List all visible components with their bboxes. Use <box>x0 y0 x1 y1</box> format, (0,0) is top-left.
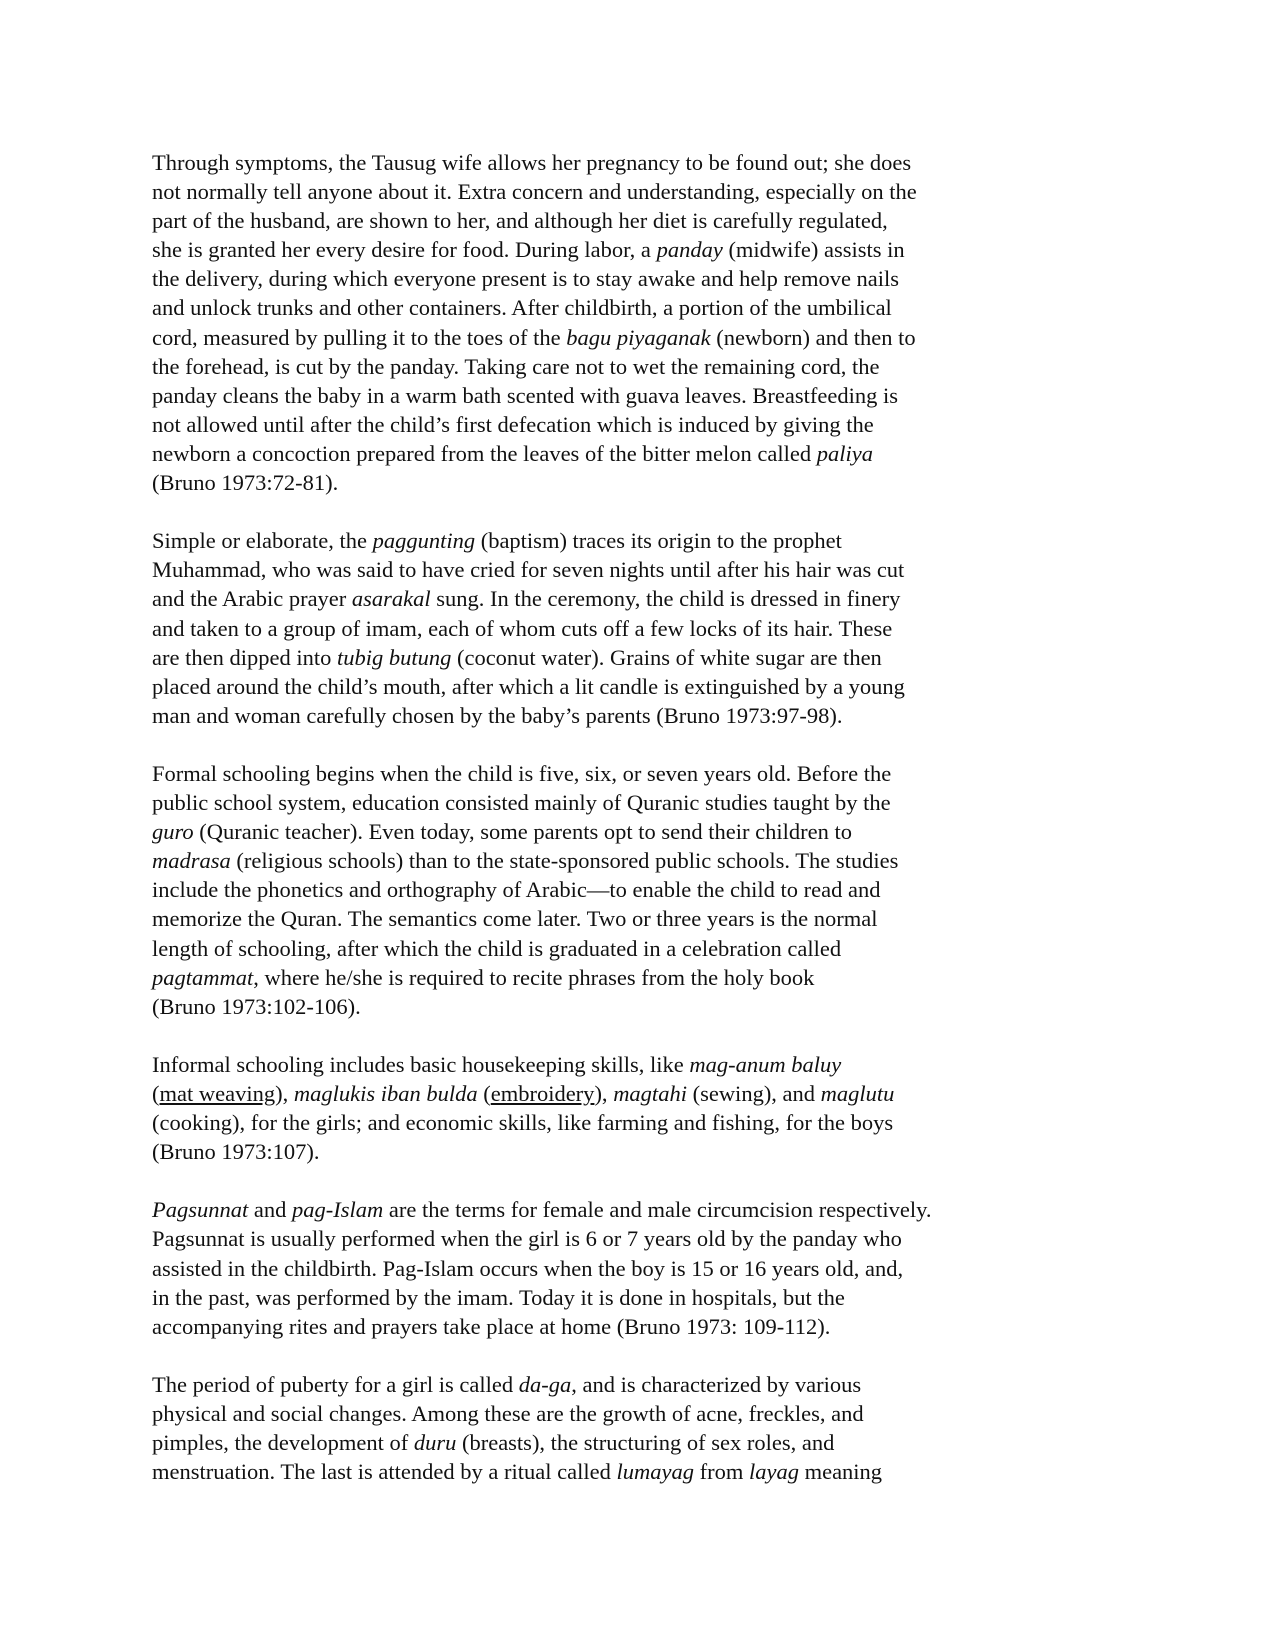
italic-term: Pagsunnat <box>152 1197 249 1223</box>
text-segment: and the Arabic prayer <box>152 586 352 612</box>
paragraph-formal-schooling <box>152 759 1032 1021</box>
text-segment: she is granted her every desire for food. During labor, a <box>152 237 657 263</box>
text-line <box>152 817 1032 846</box>
text-segment: assisted in the childbirth. Pag-Islam occurs when the boy is 15 or 16 years old, and, <box>152 1255 904 1281</box>
italic-term: bagu piyaganak <box>566 324 711 350</box>
text-segment: (sewing), and <box>686 1081 821 1106</box>
italic-term: tubig butung <box>336 644 452 670</box>
italic-term: asarakal <box>351 586 431 612</box>
text-segment: placed around the child’s mouth, after which a lit candle is extinguished by a young <box>152 673 905 699</box>
paragraph-puberty <box>152 1370 1032 1486</box>
text-segment: Informal schooling includes basic housekeeping skills, like <box>152 1051 690 1077</box>
text-segment: are the terms for female and male circumcision respectively. <box>383 1197 932 1223</box>
text-segment: not allowed until after the child’s first defecation which is induced by giving the <box>152 411 874 437</box>
text-line <box>152 293 1032 322</box>
text-segment: Pagsunnat is usually performed when the girl is 6 or 7 years old by the panday who <box>152 1226 902 1252</box>
italic-term: da-ga <box>518 1371 572 1397</box>
text-line <box>152 1399 1032 1428</box>
text-line <box>152 439 1032 468</box>
text-segment: part of the husband, are shown to her, and although her diet is carefully regulated, <box>152 208 888 234</box>
text-segment: (Bruno 1973:107). <box>152 1139 320 1165</box>
text-segment: ( <box>152 1081 160 1106</box>
text-segment: pimples, the development of <box>152 1430 414 1456</box>
italic-term: pag-Islam <box>292 1197 384 1223</box>
text-segment: (religious schools) than to the state-sponsored public schools. The studies <box>230 848 899 874</box>
paragraph-baptism <box>152 526 1032 730</box>
italic-term: pagtammat <box>152 964 254 990</box>
text-segment: the delivery, during which everyone present is to stay awake and help remove nails <box>152 266 900 292</box>
text-segment: ), <box>594 1081 614 1106</box>
text-line <box>152 410 1032 439</box>
document-body <box>152 148 1032 1486</box>
text-line <box>152 1312 1032 1341</box>
text-line <box>152 759 1032 788</box>
italic-term: madrasa <box>152 848 231 874</box>
text-line <box>152 1428 1032 1457</box>
text-segment: physical and social changes. Among these are the growth of acne, freckles, and <box>152 1401 864 1427</box>
text-line <box>152 526 1032 555</box>
text-segment: (midwife) assists in <box>722 237 905 263</box>
text-line <box>152 381 1032 410</box>
text-segment: (coconut water). Grains of white sugar are then <box>451 644 882 670</box>
text-segment: memorize the Quran. The semantics come later. Two or three years is the normal <box>152 906 878 932</box>
text-segment: from <box>693 1459 749 1485</box>
text-segment: Muhammad, who was said to have cried for seven nights until after his hair was cut <box>152 557 905 583</box>
text-segment: are then dipped into <box>152 644 337 670</box>
text-segment: public school system, education consisted mainly of Quranic studies taught by the <box>152 790 891 816</box>
text-segment: , where he/she is required to recite phrases from the holy book <box>253 964 815 990</box>
text-segment: man and woman carefully chosen by the baby’s parents (Bruno 1973:97-98). <box>152 702 843 728</box>
text-segment: (breasts), the structuring of sex roles, and <box>456 1430 835 1456</box>
text-line <box>152 614 1032 643</box>
text-line <box>152 206 1032 235</box>
text-line <box>152 1137 1032 1166</box>
text-line <box>152 963 1032 992</box>
text-segment: menstruation. The last is attended by a ritual called <box>152 1459 617 1485</box>
text-segment: cord, measured by pulling it to the toes of the <box>152 324 567 350</box>
text-line <box>152 352 1032 381</box>
text-segment: and unlock trunks and other containers. After childbirth, a portion of the umbilical <box>152 295 892 321</box>
text-segment: sung. In the ceremony, the child is dressed in finery <box>430 586 901 612</box>
text-line <box>152 992 1032 1021</box>
text-line <box>152 177 1032 206</box>
text-segment: Simple or elaborate, the <box>152 528 373 554</box>
text-line <box>152 672 1032 701</box>
text-line <box>152 846 1032 875</box>
paragraph-pregnancy <box>152 148 1032 497</box>
text-line <box>152 264 1032 293</box>
text-segment: ), <box>275 1081 294 1106</box>
text-segment: newborn a concoction prepared from the leaves of the bitter melon called <box>152 440 817 466</box>
text-line <box>152 235 1032 264</box>
text-segment: The period of puberty for a girl is called <box>152 1371 519 1397</box>
italic-term: mag-anum baluy <box>689 1051 842 1077</box>
text-line <box>152 1079 1032 1108</box>
text-line <box>152 1195 1032 1224</box>
text-line <box>152 1283 1032 1312</box>
text-line <box>152 1370 1032 1399</box>
text-segment: (Bruno 1973:72-81). <box>152 470 339 496</box>
text-line <box>152 1108 1032 1137</box>
text-segment: panday cleans the baby in a warm bath scented with guava leaves. Breastfeeding is <box>152 382 898 408</box>
paragraph-informal-schooling <box>152 1050 1032 1166</box>
text-segment: Formal schooling begins when the child is five, six, or seven years old. Before the <box>152 760 892 786</box>
text-line <box>152 1224 1032 1253</box>
italic-term: panday <box>656 237 723 263</box>
text-segment: (newborn) and then to <box>710 324 916 350</box>
italic-term: paliya <box>816 440 873 466</box>
text-segment: (Quranic teacher). Even today, some parents opt to send their children to <box>193 819 852 845</box>
text-line <box>152 555 1032 584</box>
italic-term: duru <box>413 1430 457 1456</box>
text-segment: and <box>248 1197 293 1223</box>
text-segment: not normally tell anyone about it. Extra concern and understanding, especially on the <box>152 179 917 205</box>
italic-term: guro <box>152 819 194 845</box>
italic-term: magtahi <box>613 1081 687 1106</box>
paragraph-circumcision <box>152 1195 1032 1340</box>
text-segment: ( <box>477 1081 491 1106</box>
text-line <box>152 584 1032 613</box>
italic-term: maglukis iban bulda <box>293 1081 478 1106</box>
italic-term: lumayag <box>616 1459 694 1485</box>
text-line <box>152 1457 1032 1486</box>
text-segment: meaning <box>798 1459 883 1485</box>
text-line <box>152 904 1032 933</box>
text-segment: (baptism) traces its origin to the prophet <box>475 528 842 554</box>
text-segment: (Bruno 1973:102-106). <box>152 993 361 1019</box>
italic-term: layag <box>748 1459 799 1485</box>
text-line <box>152 934 1032 963</box>
underlined-text: mat weaving <box>159 1081 276 1106</box>
text-segment: accompanying rites and prayers take place at home (Bruno 1973: 109-112). <box>152 1313 831 1339</box>
italic-term: maglutu <box>820 1081 895 1106</box>
text-line <box>152 875 1032 904</box>
text-line <box>152 1050 1032 1079</box>
text-segment: length of schooling, after which the child is graduated in a celebration called <box>152 935 842 961</box>
text-line <box>152 1254 1032 1283</box>
text-line <box>152 643 1032 672</box>
text-segment: , and is characterized by various <box>571 1371 862 1397</box>
text-line <box>152 323 1032 352</box>
text-segment: in the past, was performed by the imam. Today it is done in hospitals, but the <box>152 1284 845 1310</box>
text-segment: (cooking), for the girls; and economic skills, like farming and fishing, for the boys <box>152 1110 894 1136</box>
italic-term: paggunting <box>372 528 476 554</box>
text-segment: Through symptoms, the Tausug wife allows her pregnancy to be found out; she does <box>152 150 912 175</box>
text-line <box>152 148 1032 177</box>
text-line <box>152 788 1032 817</box>
underlined-text: embroidery <box>490 1081 595 1106</box>
text-line <box>152 468 1032 497</box>
text-segment: and taken to a group of imam, each of whom cuts off a few locks of its hair. These <box>152 615 893 641</box>
text-line <box>152 701 1032 730</box>
text-segment: the forehead, is cut by the panday. Taking care not to wet the remaining cord, the <box>152 353 880 379</box>
text-segment: include the phonetics and orthography of Arabic—to enable the child to read and <box>152 877 881 903</box>
